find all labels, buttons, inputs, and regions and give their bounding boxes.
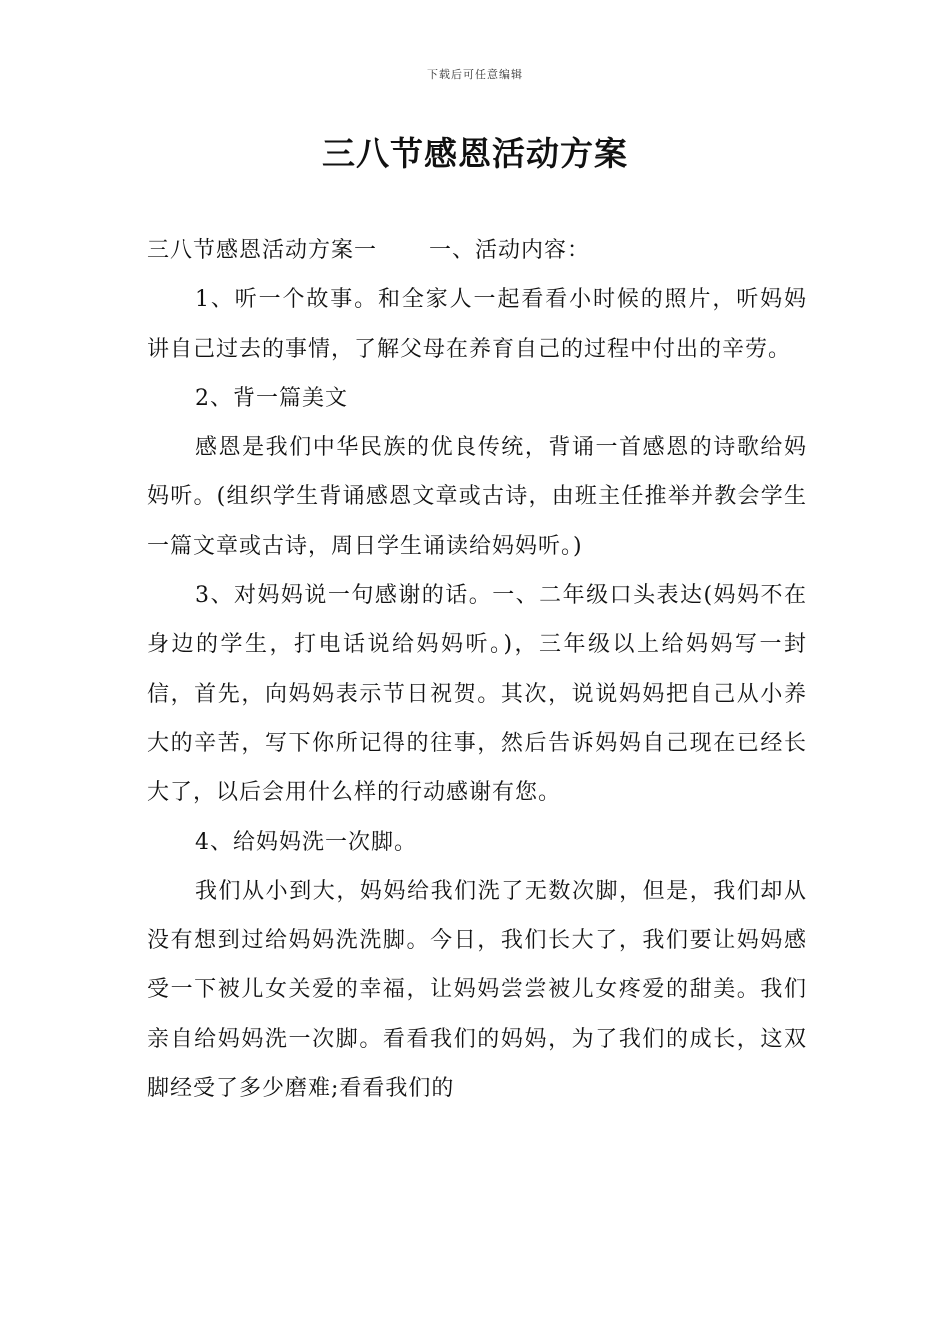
- document-title: 三八节感恩活动方案: [322, 134, 628, 173]
- section-heading: 一、活动内容：: [429, 238, 591, 263]
- paragraph-6: 我们从小到大，妈妈给我们洗了无数次脚，但是，我们却从没有想到过给妈妈洗洗脚。今日，我们长大了，我们要让妈妈感受一下被儿女关爱的幸福，让妈妈尝尝被儿女疼爱的甜美。我们亲自给妈妈洗一次脚。看看我们的妈妈，为了我们的成长，这双脚经受了多少磨难;看看我们的: [147, 878, 807, 1102]
- paragraph-3: 感恩是我们中华民族的优良传统，背诵一首感恩的诗歌给妈妈听。(组织学生背诵感恩文章或古诗，由班主任推举并教会学生一篇文章或古诗，周日学生诵读给妈妈听。): [147, 435, 807, 559]
- paragraph-4: 3、对妈妈说一句感谢的话。一、二年级口头表达(妈妈不在身边的学生，打电话说给妈妈听。)，三年级以上给妈妈写一封信，首先，向妈妈表示节日祝贺。其次，说说妈妈把自己从小养大的辛苦，写下你所记得的往事，然后告诉妈妈自己现在已经长大了，以后会用什么样的行动感谢有您。: [147, 583, 807, 806]
- paragraph-2: 2、背一篇美文: [195, 385, 348, 411]
- paragraph-5: 4、给妈妈洗一次脚。: [195, 829, 417, 855]
- document-body: [147, 226, 807, 1113]
- paragraph-1: 1、听一个故事。和全家人一起看看小时候的照片，听妈妈讲自己过去的事情，了解父母在养育自己的过程中付出的辛劳。: [147, 287, 807, 362]
- intro-line: [147, 226, 807, 275]
- subtitle: 三八节感恩活动方案一: [147, 238, 378, 263]
- header-note: 下载后可任意编辑: [427, 68, 523, 81]
